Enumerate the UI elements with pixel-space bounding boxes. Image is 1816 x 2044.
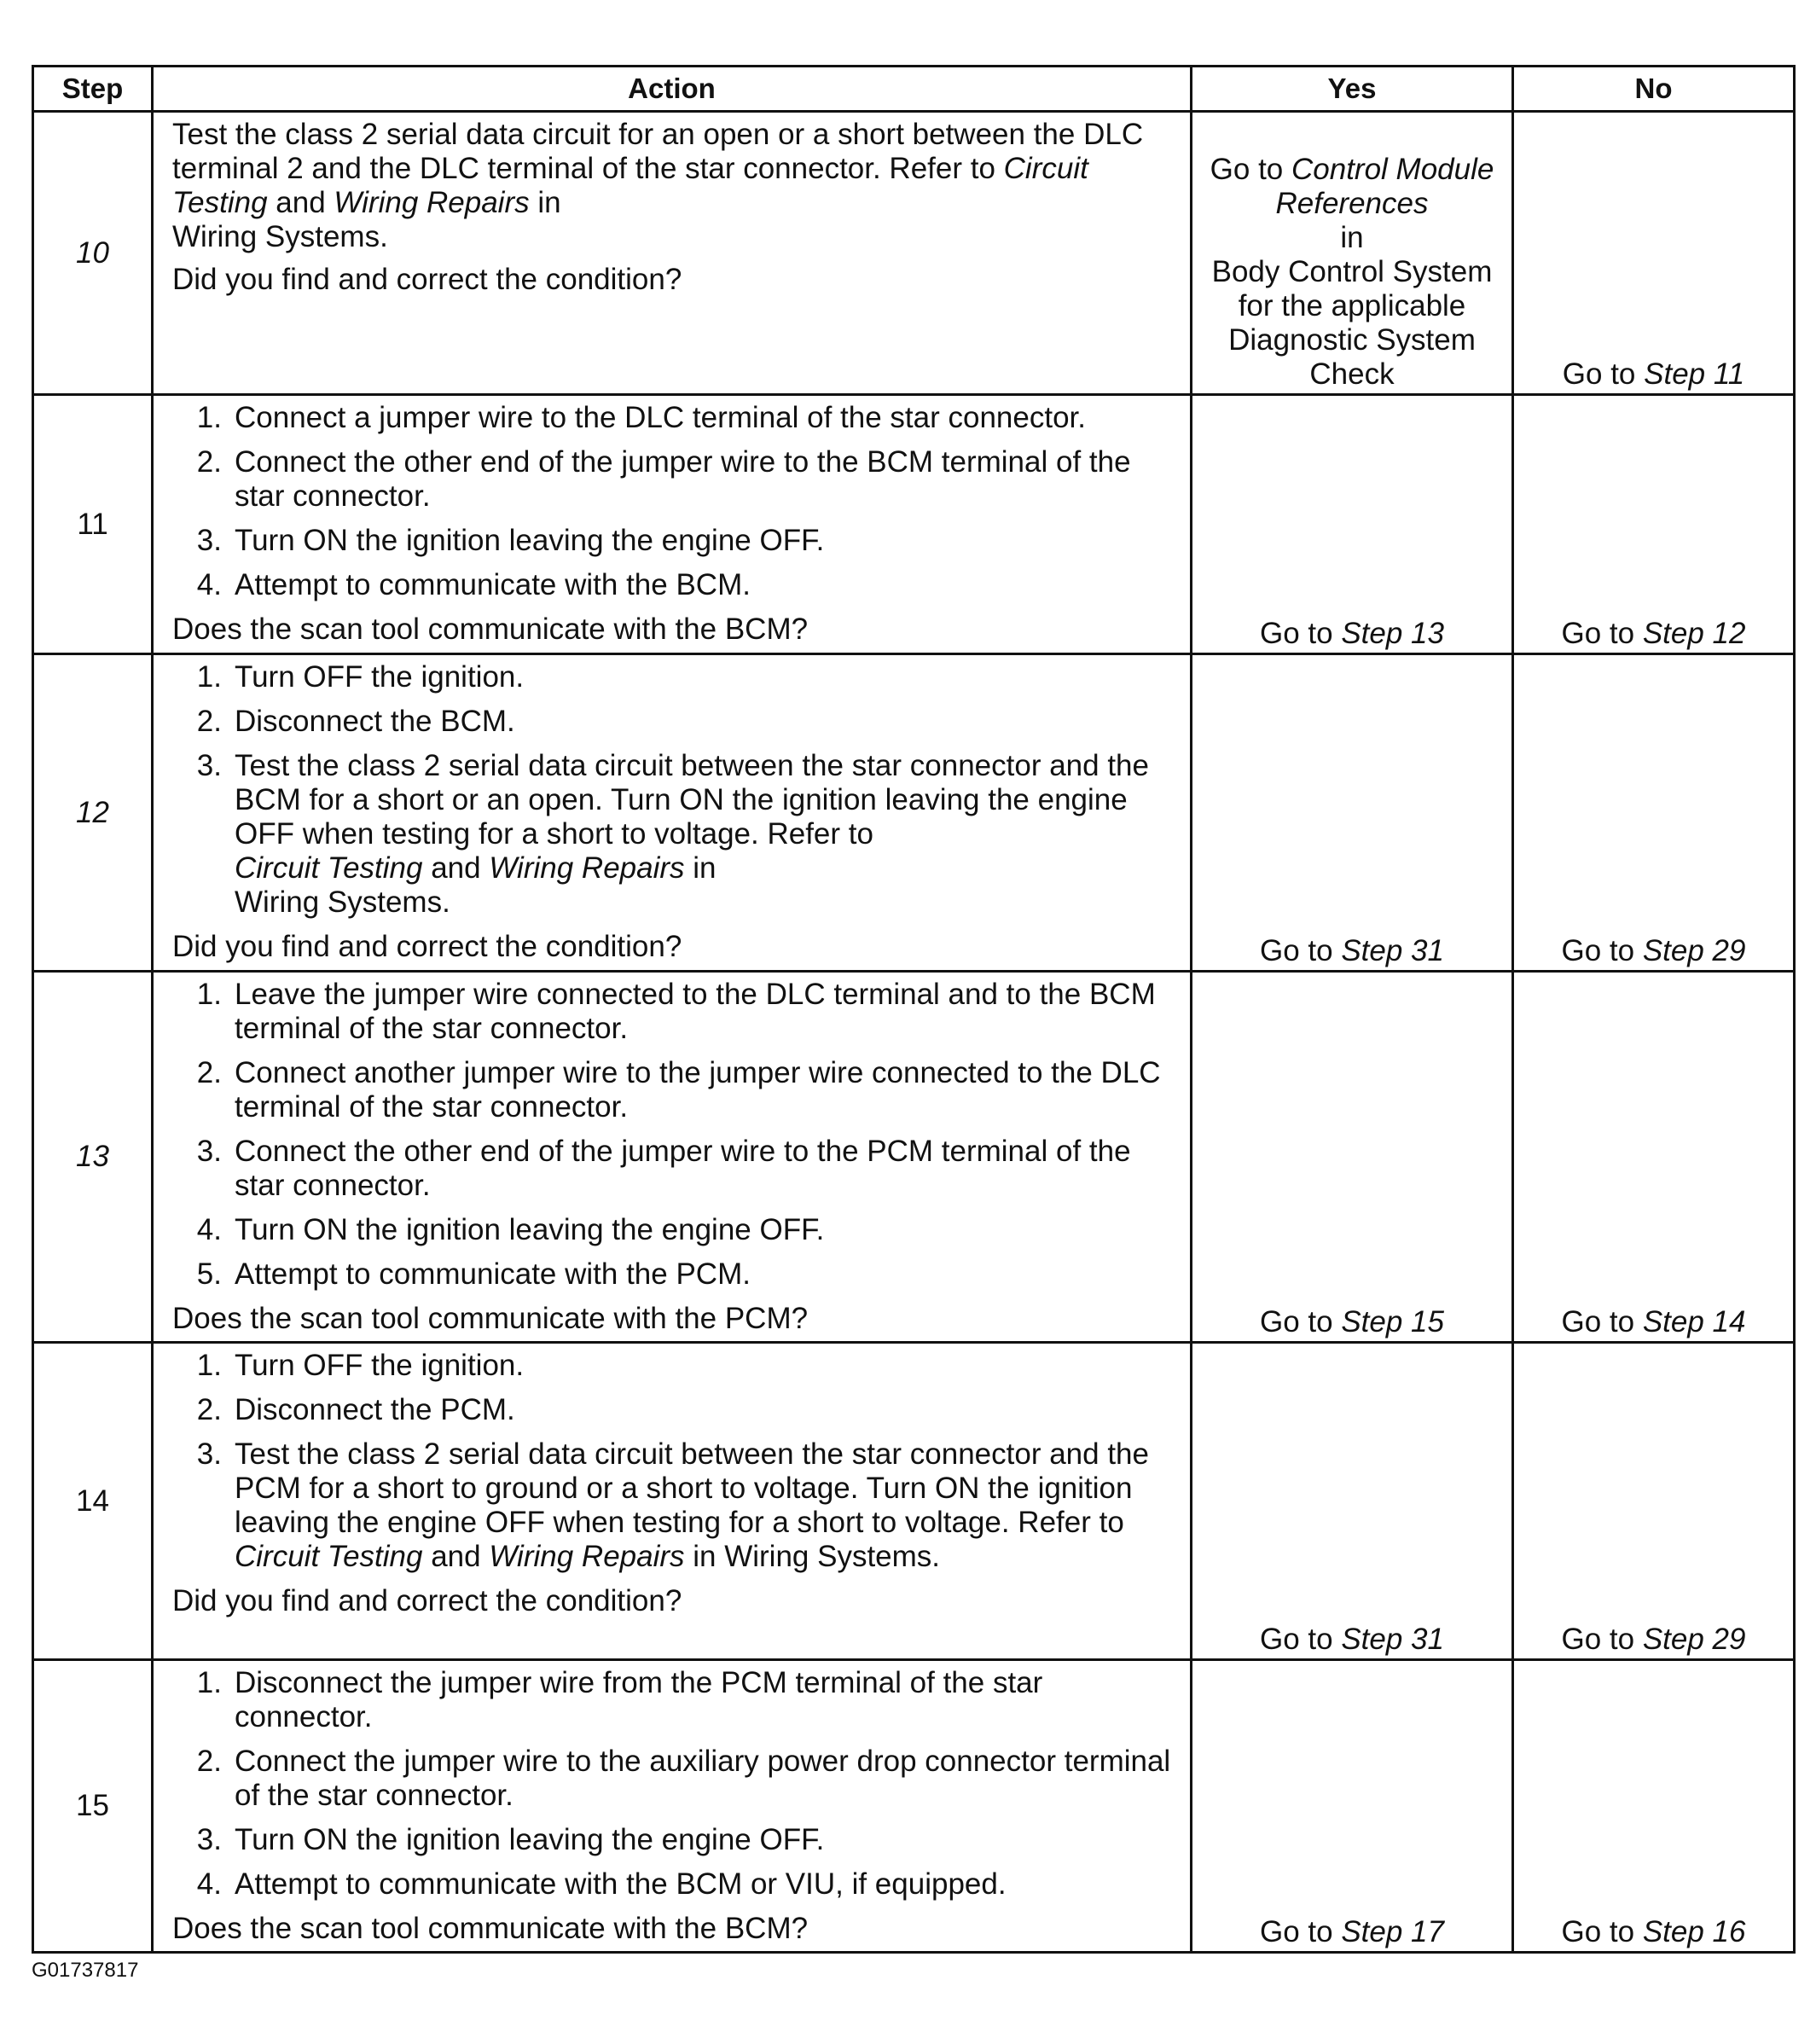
action-cell	[153, 112, 1192, 395]
circuit-testing-ref[interactable]: Circuit Testing	[235, 851, 423, 885]
action-question: Does the scan tool communicate with the BCM?	[172, 1912, 809, 1945]
step-link[interactable]: Step 29	[1642, 1623, 1746, 1656]
action-cell	[153, 972, 1192, 1343]
action-question: Did you find and correct the condition?	[172, 930, 682, 963]
step-link[interactable]: Step 17	[1341, 1915, 1444, 1948]
list-item: 4. Turn ON the ignition leaving the engine OFF.	[196, 1213, 825, 1246]
table-row	[33, 654, 1795, 972]
table-row	[33, 395, 1795, 654]
yes-cell: Go to Step 13	[1192, 395, 1513, 654]
table-row	[33, 1660, 1795, 1953]
action-text: Test the class 2 serial data circuit for an open or a short between the DLC terminal 2 and the DLC terminal of the star connector. Refer to Circuit Testing and Wiring Repairs in Wiring Systems.	[172, 118, 1144, 253]
step-number: 15	[33, 1660, 153, 1953]
diagnostic-table	[32, 65, 1796, 1954]
action-question: Does the scan tool communicate with the BCM?	[172, 613, 809, 646]
yes-cell: Go to Step 15	[1192, 972, 1513, 1343]
action-question: Did you find and correct the condition?	[172, 1584, 682, 1617]
list-item: 3. Connect the other end of the jumper wire to the PCM terminal of the star connector.	[196, 1135, 1131, 1202]
header-yes: Yes	[1192, 67, 1513, 112]
list-item: 2. Connect another jumper wire to the jumper wire connected to the DLC terminal of the star connector.	[196, 1056, 1161, 1124]
list-item: 1. Leave the jumper wire connected to the DLC terminal and to the BCM terminal of the star connector.	[196, 978, 1156, 1045]
list-item: 2. Disconnect the PCM.	[196, 1393, 515, 1426]
wiring-repairs-ref[interactable]: Wiring Repairs	[489, 851, 685, 885]
action-cell	[153, 1343, 1192, 1660]
list-item: 5. Attempt to communicate with the PCM.	[196, 1257, 751, 1291]
list-item: 2. Connect the other end of the jumper wire to the BCM terminal of the star connector.	[196, 445, 1131, 513]
step-link[interactable]: Step 31	[1341, 1623, 1444, 1656]
circuit-testing-ref[interactable]: Circuit Testing	[172, 152, 1088, 219]
no-cell: Go to Step 16	[1513, 1660, 1795, 1953]
step-link[interactable]: Step 15	[1341, 1305, 1444, 1338]
list-item: 3. Test the class 2 serial data circuit between the star connector and the PCM for a short to ground or a short to voltage. Turn ON the ignition leaving the engine OFF when testing for a short to voltage. Refer to Circuit Testing and Wiring Repairs in Wiring Systems.	[196, 1437, 1149, 1573]
no-cell: Go to Step 11	[1513, 112, 1795, 395]
list-item: 1. Connect a jumper wire to the DLC terminal of the star connector.	[196, 401, 1086, 434]
step-number: 11	[33, 395, 153, 654]
step-number: 12	[33, 654, 153, 972]
list-item: 1. Turn OFF the ignition.	[196, 1349, 525, 1382]
list-item: 3. Test the class 2 serial data circuit between the star connector and the BCM for a short or an open. Turn ON the ignition leaving the engine OFF when testing for a short to voltage. Refer to Circuit Testing and Wiring Repairs in Wiring Systems.	[196, 749, 1149, 919]
control-module-references-link[interactable]: Control Module References	[1275, 153, 1494, 220]
figure-code: G01737817	[32, 1959, 139, 1982]
header-row	[33, 67, 1795, 112]
action-cell	[153, 1660, 1192, 1953]
step-link[interactable]: Step 31	[1341, 934, 1444, 967]
step-link[interactable]: Step 29	[1642, 934, 1746, 967]
step-link[interactable]: Step 14	[1642, 1305, 1746, 1338]
sub-step-list	[172, 660, 1178, 920]
step-link[interactable]: Step 16	[1642, 1915, 1746, 1948]
circuit-testing-ref[interactable]: Circuit Testing	[235, 1540, 423, 1573]
wiring-repairs-ref[interactable]: Wiring Repairs	[489, 1540, 685, 1573]
list-item: 2. Connect the jumper wire to the auxiliary power drop connector terminal of the star connector.	[196, 1745, 1171, 1812]
yes-cell: Go to Control Module References in Body Control System for the applicable Diagnostic System Check	[1192, 112, 1513, 395]
step-link[interactable]: Step 11	[1644, 357, 1745, 391]
step-number: 10	[33, 112, 153, 395]
list-item: 2. Disconnect the BCM.	[196, 705, 515, 738]
sub-step-list	[172, 1666, 1178, 1902]
list-item: 1. Turn OFF the ignition.	[196, 660, 525, 694]
yes-cell: Go to Step 31	[1192, 654, 1513, 972]
sub-step-list	[172, 978, 1178, 1292]
yes-cell: Go to Step 31	[1192, 1343, 1513, 1660]
action-question: Did you find and correct the condition?	[172, 263, 682, 296]
list-item: 3. Turn ON the ignition leaving the engine OFF.	[196, 524, 825, 557]
action-question: Does the scan tool communicate with the PCM?	[172, 1302, 809, 1335]
step-number: 13	[33, 972, 153, 1343]
step-link[interactable]: Step 13	[1341, 617, 1444, 650]
list-item: 1. Disconnect the jumper wire from the PCM terminal of the star connector.	[196, 1666, 1043, 1733]
step-link[interactable]: Step 12	[1642, 617, 1746, 650]
header-action: Action	[153, 67, 1192, 112]
action-cell	[153, 395, 1192, 654]
no-cell: Go to Step 12	[1513, 395, 1795, 654]
no-cell: Go to Step 14	[1513, 972, 1795, 1343]
step-number: 14	[33, 1343, 153, 1660]
sub-step-list	[172, 1349, 1178, 1574]
list-item: 3. Turn ON the ignition leaving the engine OFF.	[196, 1823, 825, 1856]
no-cell: Go to Step 29	[1513, 1343, 1795, 1660]
table-row	[33, 972, 1795, 1343]
action-cell	[153, 654, 1192, 972]
yes-cell: Go to Step 17	[1192, 1660, 1513, 1953]
header-step: Step	[33, 67, 153, 112]
header-no: No	[1513, 67, 1795, 112]
sub-step-list	[172, 401, 1178, 602]
table-row	[33, 1343, 1795, 1660]
no-cell: Go to Step 29	[1513, 654, 1795, 972]
list-item: 4. Attempt to communicate with the BCM or VIU, if equipped.	[196, 1867, 1007, 1901]
list-item: 4. Attempt to communicate with the BCM.	[196, 568, 751, 601]
table-row	[33, 112, 1795, 395]
wiring-repairs-ref[interactable]: Wiring Repairs	[334, 186, 530, 219]
